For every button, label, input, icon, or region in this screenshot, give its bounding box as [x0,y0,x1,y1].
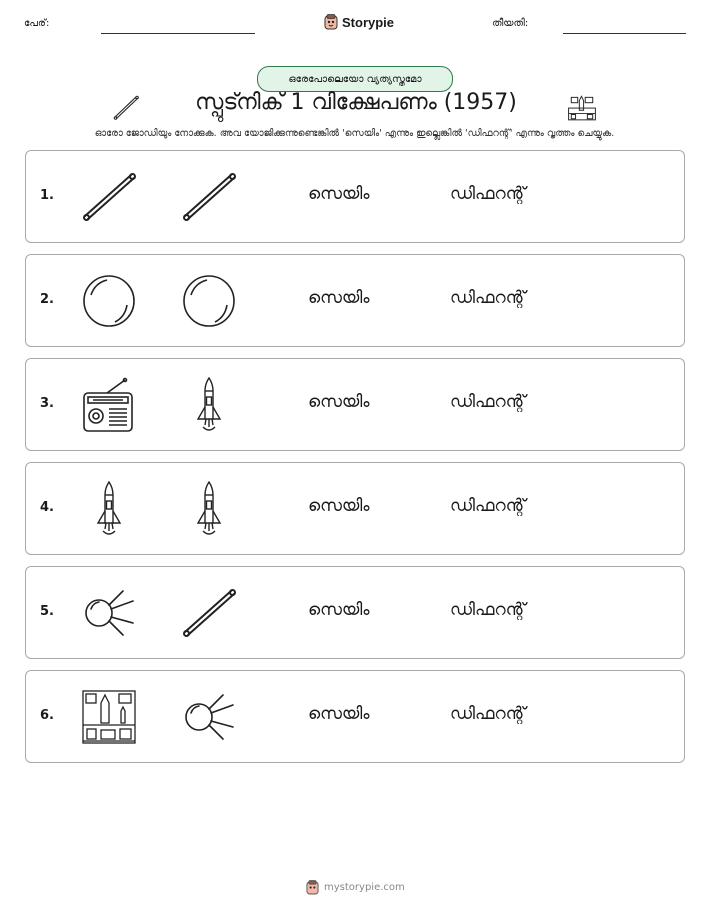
sputnik-satellite-icon [81,585,137,641]
question-number: 4. [40,500,54,515]
same-option[interactable]: സെയിം [308,288,370,308]
question-number: 2. [40,292,54,307]
rocket-icon [181,377,237,433]
question-row-4 [25,462,685,555]
worksheet-type-badge: ഒരേപോലെയോ വ്യത്യസ്തമോ [257,66,453,92]
radio-icon [81,377,137,433]
different-option[interactable]: ഡിഫറന്റ് [450,288,526,308]
instructions-text: ഓരോ ജോഡിയും നോക്കുക. അവ യോജിക്കുന്നുണ്ടെങ്കിൽ 'സെയിം' എന്നും ഇല്ലെങ്കിൽ 'ഡിഫറന്റ്' എന്നും വൃത്തം ചെയ്യുക. [94,128,615,139]
question-number: 1. [40,188,54,203]
different-option[interactable]: ഡിഫറന്റ് [450,496,526,516]
antenna-rod-icon [110,93,142,121]
same-option[interactable]: സെയിം [308,184,370,204]
rocket-icon [181,481,237,537]
same-option[interactable]: സെയിം [308,704,370,724]
sphere-icon [81,273,137,329]
name-input-line[interactable] [101,33,255,34]
date-input-line[interactable] [563,33,686,34]
sphere-icon [181,273,237,329]
question-row-3 [25,358,685,451]
question-row-1 [25,150,685,243]
space-lab-icon [566,92,598,122]
storypie-mascot-icon [324,14,338,30]
question-number: 3. [40,396,54,411]
page-title: സ്പുട്നിക് 1 വിക്ഷേപണം (1957) [195,90,517,115]
different-option[interactable]: ഡിഫറന്റ് [450,600,526,620]
same-option[interactable]: സെയിം [308,496,370,516]
worksheet-header [0,14,709,38]
question-row-5 [25,566,685,659]
same-option[interactable]: സെയിം [308,392,370,412]
question-number: 5. [40,604,54,619]
footer [306,880,405,895]
same-option[interactable]: സെയിം [308,600,370,620]
different-option[interactable]: ഡിഫറന്റ് [450,704,526,724]
date-label: തീയതി: [492,18,529,29]
name-label: പേര്: [24,18,50,29]
question-row-2 [25,254,685,347]
brand-logo [324,14,394,30]
antenna-rod-icon [181,169,237,225]
brand-name: Storypie [342,14,395,30]
different-option[interactable]: ഡിഫറന്റ് [450,392,526,412]
title-row [0,90,709,122]
footer-url[interactable]: mystorypie.com [324,882,405,893]
rocket-icon [81,481,137,537]
question-row-6 [25,670,685,763]
question-number: 6. [40,708,54,723]
storypie-mascot-icon [306,880,319,895]
antenna-rod-icon [181,585,237,641]
antenna-rod-icon [81,169,137,225]
sputnik-satellite-icon [181,689,237,745]
different-option[interactable]: ഡിഫറന്റ് [450,184,526,204]
space-lab-icon [81,689,137,745]
